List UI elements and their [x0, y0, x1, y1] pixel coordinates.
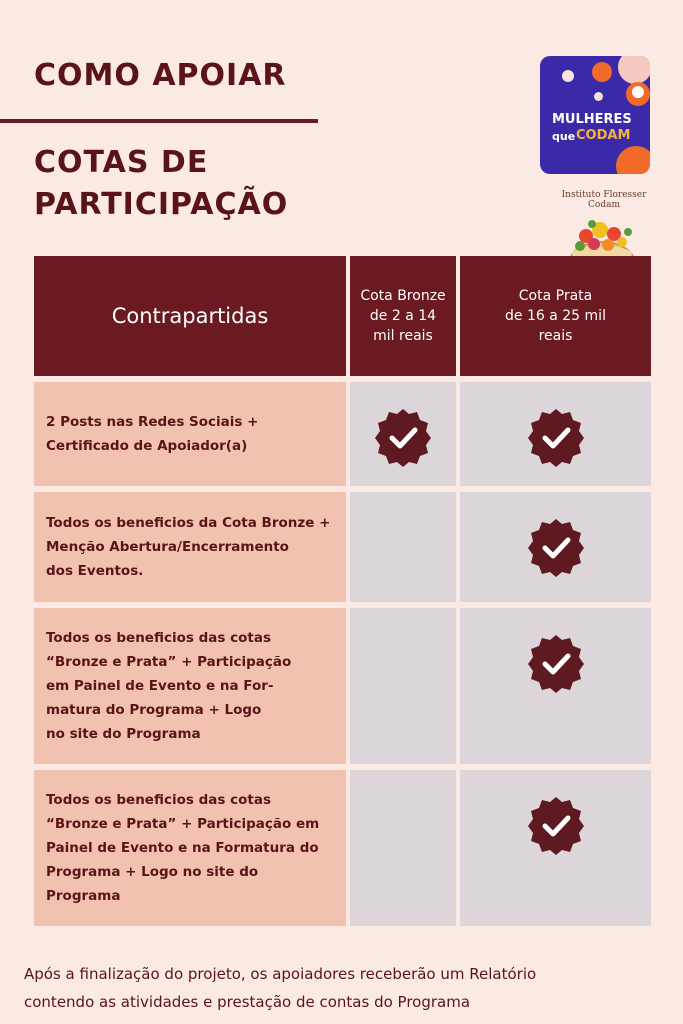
row-1-bronze [350, 382, 456, 486]
header-contrapartidas: Contrapartidas [34, 256, 346, 376]
row-3-description: Todos os beneficios das cotas “Bronze e Prata” + Participação em Painel de Evento e na For- matura do Programa + Logo no site do Programa [34, 608, 346, 764]
row-1-description: 2 Posts nas Redes Sociais + Certificado de Apoiador(a) [34, 382, 346, 486]
check-badge-icon [525, 795, 587, 861]
logo-word-2: que [552, 130, 576, 143]
header-cota-prata: Cota Prata de 16 a 25 mil reais [460, 256, 651, 376]
row-3-prata [460, 608, 651, 764]
page-title: COMO APOIAR [34, 58, 287, 93]
institute-name: Instituto Floresser Codam [561, 190, 647, 210]
mulheres-que-codam-logo [540, 56, 650, 174]
row-1-prata [460, 382, 651, 486]
table-row [34, 492, 651, 602]
check-badge-icon [525, 633, 587, 699]
logo-word-3: CODAM [576, 128, 631, 143]
table-row [34, 608, 651, 764]
footer-note: Após a finalização do projeto, os apoiadores receberão um Relatório contendo as atividades e prestação de contas do Programa [24, 965, 537, 1011]
subtitle-line-2: PARTICIPAÇÃO [34, 187, 289, 222]
header-cota-bronze: Cota Bronze de 2 a 14 mil reais [350, 256, 456, 376]
row-3-bronze [350, 608, 456, 764]
title-divider [0, 119, 318, 123]
row-4-prata [460, 770, 651, 926]
row-2-description: Todos os beneficios da Cota Bronze + Menção Abertura/Encerramento dos Eventos. [34, 492, 346, 602]
check-badge-icon [525, 407, 587, 473]
table-row [34, 382, 651, 486]
table-header-row [34, 256, 651, 376]
sponsorship-table [30, 250, 655, 932]
table-row [34, 770, 651, 926]
logo-word-1: MULHERES [552, 112, 632, 127]
check-badge-icon [525, 517, 587, 583]
check-badge-icon [372, 407, 434, 473]
row-4-description: Todos os beneficios das cotas “Bronze e Prata” + Participação em Painel de Evento e na Formatura do Programa + Logo no site do Programa [34, 770, 346, 926]
row-2-bronze [350, 492, 456, 602]
page-subtitle [34, 142, 288, 226]
subtitle-line-1: COTAS DE [34, 145, 209, 180]
row-2-prata [460, 492, 651, 602]
row-4-bronze [350, 770, 456, 926]
